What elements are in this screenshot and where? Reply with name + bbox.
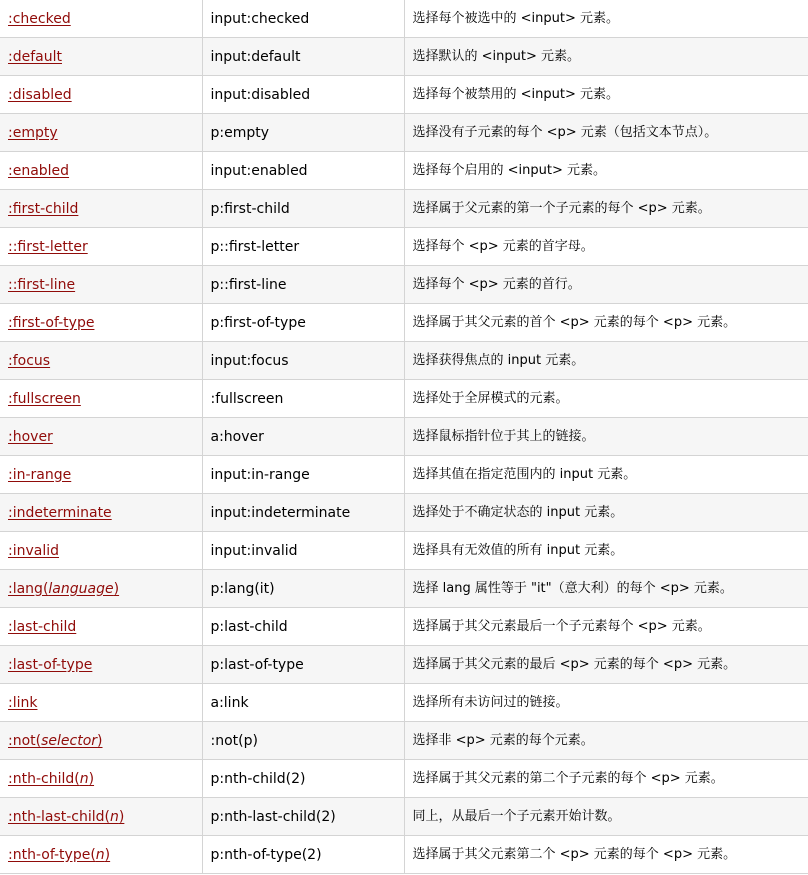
description-cell: 选择没有子元素的每个 <p> 元素（包括文本节点）。 — [404, 114, 808, 152]
description-cell: 选择每个 <p> 元素的首行。 — [404, 266, 808, 304]
description-cell: 选择每个被禁用的 <input> 元素。 — [404, 76, 808, 114]
description-cell: 选择属于其父元素的第二个子元素的每个 <p> 元素。 — [404, 760, 808, 798]
table-row — [0, 532, 808, 570]
selector-name: :hover — [8, 428, 53, 445]
selector-cell — [0, 798, 202, 836]
description-cell: 选择获得焦点的 input 元素。 — [404, 342, 808, 380]
selector-close-paren: ) — [113, 580, 120, 597]
selector-argument: n — [79, 770, 89, 787]
table-row — [0, 836, 808, 874]
table-row — [0, 342, 808, 380]
description-cell: 选择处于全屏模式的元素。 — [404, 380, 808, 418]
selector-cell — [0, 418, 202, 456]
selector-link[interactable] — [8, 505, 112, 521]
table-row — [0, 152, 808, 190]
selector-close-paren: ) — [88, 770, 95, 787]
selector-link[interactable] — [8, 315, 94, 331]
description-cell: 选择属于其父元素的最后 <p> 元素的每个 <p> 元素。 — [404, 646, 808, 684]
table-row — [0, 76, 808, 114]
example-cell: p:lang(it) — [202, 570, 404, 608]
example-cell: :not(p) — [202, 722, 404, 760]
selector-cell — [0, 228, 202, 266]
example-cell: p:last-of-type — [202, 646, 404, 684]
table-row — [0, 722, 808, 760]
selector-cell — [0, 494, 202, 532]
selector-link[interactable] — [8, 543, 59, 559]
selector-cell — [0, 760, 202, 798]
selector-name: :invalid — [8, 542, 60, 559]
example-cell: a:hover — [202, 418, 404, 456]
selector-link[interactable] — [8, 581, 119, 597]
selector-name: :lang( — [8, 580, 49, 597]
selector-cell — [0, 152, 202, 190]
table-row — [0, 0, 808, 38]
selector-link[interactable] — [8, 429, 53, 445]
selector-name: :focus — [8, 352, 51, 369]
selector-link[interactable] — [8, 733, 103, 749]
description-cell: 选择非 <p> 元素的每个元素。 — [404, 722, 808, 760]
selector-name: :disabled — [8, 86, 72, 103]
description-cell: 选择每个 <p> 元素的首字母。 — [404, 228, 808, 266]
selector-name: :checked — [8, 10, 71, 27]
example-cell: p:nth-child(2) — [202, 760, 404, 798]
selector-name: :fullscreen — [8, 390, 81, 407]
description-cell: 选择处于不确定状态的 input 元素。 — [404, 494, 808, 532]
description-cell: 选择属于其父元素的首个 <p> 元素的每个 <p> 元素。 — [404, 304, 808, 342]
selector-link[interactable] — [8, 771, 94, 787]
example-cell: :fullscreen — [202, 380, 404, 418]
example-cell: p:last-child — [202, 608, 404, 646]
selector-link[interactable] — [8, 657, 92, 673]
selector-name: :in-range — [8, 466, 72, 483]
description-cell: 选择默认的 <input> 元素。 — [404, 38, 808, 76]
selector-name: :nth-of-type( — [8, 846, 96, 863]
table-row — [0, 646, 808, 684]
selector-name: :last-child — [8, 618, 77, 635]
table-row — [0, 456, 808, 494]
selector-link[interactable] — [8, 809, 124, 825]
selector-cell — [0, 646, 202, 684]
example-cell: p:nth-of-type(2) — [202, 836, 404, 874]
selector-link[interactable] — [8, 239, 88, 255]
table-row — [0, 608, 808, 646]
example-cell: a:link — [202, 684, 404, 722]
table-row — [0, 570, 808, 608]
selector-link[interactable] — [8, 49, 62, 65]
selector-name: ::first-line — [8, 276, 76, 293]
selector-cell — [0, 570, 202, 608]
selector-cell — [0, 836, 202, 874]
table-row — [0, 798, 808, 836]
selector-cell — [0, 342, 202, 380]
selector-cell — [0, 76, 202, 114]
selector-close-paren: ) — [97, 732, 103, 749]
example-cell: input:indeterminate — [202, 494, 404, 532]
description-cell: 同上，从最后一个子元素开始计数。 — [404, 798, 808, 836]
selector-name: :not( — [8, 732, 42, 749]
example-cell: p::first-letter — [202, 228, 404, 266]
selector-link[interactable] — [8, 353, 50, 369]
table-row — [0, 684, 808, 722]
selector-cell — [0, 380, 202, 418]
example-cell: input:invalid — [202, 532, 404, 570]
selector-cell — [0, 266, 202, 304]
selector-name: :default — [8, 48, 62, 65]
description-cell: 选择属于父元素的第一个子元素的每个 <p> 元素。 — [404, 190, 808, 228]
description-cell: 选择具有无效值的所有 input 元素。 — [404, 532, 808, 570]
selector-cell — [0, 114, 202, 152]
selector-name: :link — [8, 694, 38, 711]
selector-cell — [0, 38, 202, 76]
table-row — [0, 190, 808, 228]
selector-cell — [0, 684, 202, 722]
selector-link[interactable] — [8, 619, 76, 635]
table-row — [0, 114, 808, 152]
example-cell: p:nth-last-child(2) — [202, 798, 404, 836]
table-row — [0, 38, 808, 76]
selector-link[interactable] — [8, 87, 72, 103]
selector-close-paren: ) — [118, 808, 125, 825]
table-row — [0, 380, 808, 418]
selector-name: :empty — [8, 124, 58, 141]
selector-link[interactable] — [8, 11, 71, 27]
description-cell: 选择属于其父元素第二个 <p> 元素的每个 <p> 元素。 — [404, 836, 808, 874]
selector-link[interactable] — [8, 847, 110, 863]
selector-name: :enabled — [8, 162, 70, 179]
description-cell: 选择其值在指定范围内的 input 元素。 — [404, 456, 808, 494]
example-cell: p:first-child — [202, 190, 404, 228]
table-row — [0, 228, 808, 266]
table-row — [0, 418, 808, 456]
example-cell: input:default — [202, 38, 404, 76]
selector-link[interactable] — [8, 125, 58, 141]
example-cell: p:first-of-type — [202, 304, 404, 342]
selector-argument: language — [48, 580, 114, 597]
selector-cell — [0, 456, 202, 494]
description-cell: 选择鼠标指针位于其上的链接。 — [404, 418, 808, 456]
example-cell: input:in-range — [202, 456, 404, 494]
example-cell: input:focus — [202, 342, 404, 380]
selector-name: :indeterminate — [8, 504, 112, 521]
selector-name: :first-child — [8, 200, 79, 217]
table-row — [0, 760, 808, 798]
selector-cell — [0, 304, 202, 342]
selector-argument: n — [95, 846, 105, 863]
selector-link[interactable] — [8, 391, 81, 407]
selector-link[interactable] — [8, 277, 75, 293]
selector-name: :nth-last-child( — [8, 808, 111, 825]
selector-argument: selector — [41, 732, 98, 749]
selector-cell — [0, 608, 202, 646]
table-row — [0, 494, 808, 532]
example-cell: input:disabled — [202, 76, 404, 114]
description-cell: 选择每个启用的 <input> 元素。 — [404, 152, 808, 190]
description-cell: 选择所有未访问过的链接。 — [404, 684, 808, 722]
selector-name: :last-of-type — [8, 656, 93, 673]
example-cell: input:checked — [202, 0, 404, 38]
table-row — [0, 266, 808, 304]
example-cell: input:enabled — [202, 152, 404, 190]
example-cell: p:empty — [202, 114, 404, 152]
description-cell: 选择每个被选中的 <input> 元素。 — [404, 0, 808, 38]
selector-link[interactable] — [8, 467, 71, 483]
example-cell: p::first-line — [202, 266, 404, 304]
selector-name: :nth-child( — [8, 770, 80, 787]
selector-name: ::first-letter — [8, 238, 88, 255]
selector-close-paren: ) — [104, 846, 111, 863]
table-row — [0, 304, 808, 342]
selector-name: :first-of-type — [8, 314, 95, 331]
selector-cell — [0, 532, 202, 570]
selector-argument: n — [110, 808, 119, 825]
selector-cell — [0, 190, 202, 228]
description-cell: 选择属于其父元素最后一个子元素每个 <p> 元素。 — [404, 608, 808, 646]
selector-link[interactable] — [8, 201, 78, 217]
selector-cell — [0, 0, 202, 38]
selector-link[interactable] — [8, 695, 37, 711]
description-cell: 选择 lang 属性等于 "it"（意大利）的每个 <p> 元素。 — [404, 570, 808, 608]
selector-link[interactable] — [8, 163, 69, 179]
selector-cell — [0, 722, 202, 760]
